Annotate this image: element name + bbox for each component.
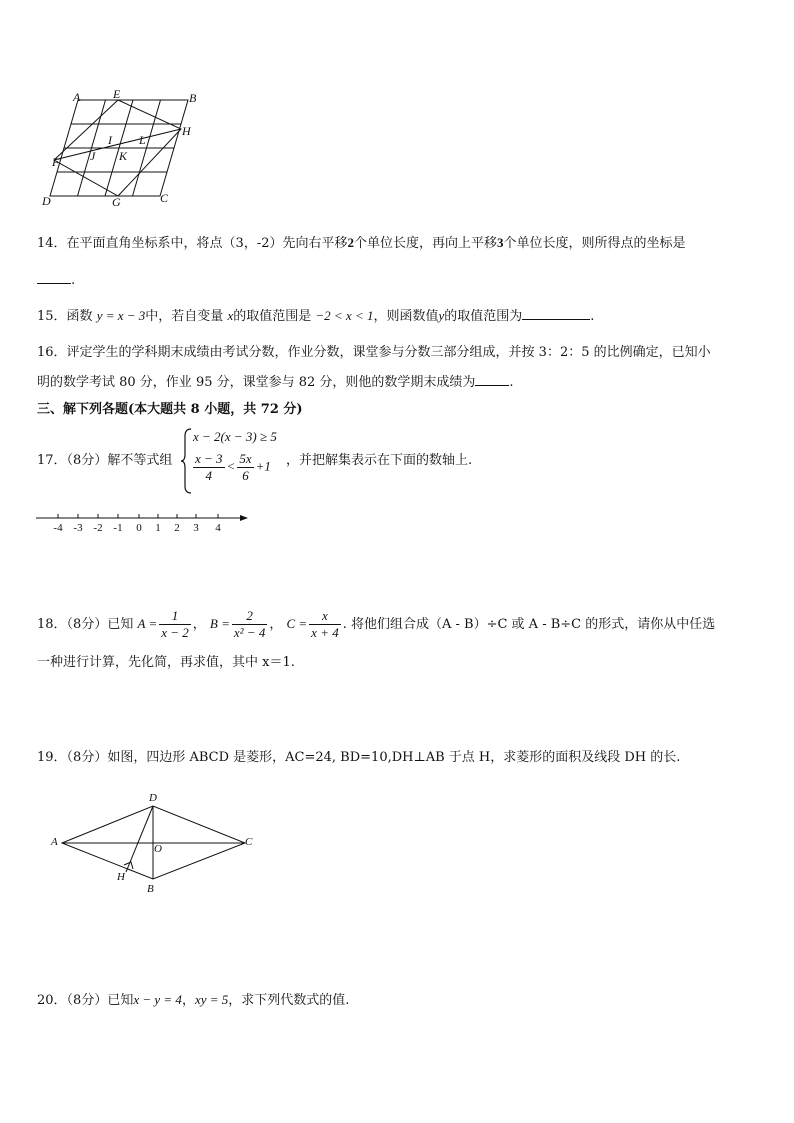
- tick-label: -3: [73, 522, 83, 534]
- section-heading: 三、解下列各题(本大题共 8 小题，共 72 分): [37, 402, 303, 417]
- function-expression: y = x − 3: [96, 308, 146, 323]
- answer-blank[interactable]: [475, 373, 509, 386]
- label-h: H: [117, 871, 125, 883]
- label-e: E: [113, 87, 121, 101]
- label-k: K: [119, 149, 128, 163]
- label-b: B: [189, 91, 197, 105]
- inequality-2: $\frac{x - 3}{4}$ < $\frac{5x}{6}$ +1: [195, 451, 271, 483]
- tick-label: -4: [53, 522, 63, 534]
- question-16-line1: 16．评定学生的学科期末成绩由考试分数，作业分数，课堂参与分数三部分组成，并按 3：2：5 的比例确定，已知小: [37, 345, 711, 360]
- label-c: C: [160, 191, 169, 205]
- tick-label: 3: [193, 522, 199, 534]
- label-d: D: [42, 194, 51, 208]
- inequality-1: x − 2(x − 3) ≥ 5: [193, 429, 277, 444]
- label-i: I: [108, 133, 112, 147]
- question-18-line2: 一种进行计算，先化简，再求值，其中 x＝1.: [37, 655, 295, 670]
- label-c: C: [245, 836, 253, 848]
- question-14-answer-line: .: [37, 271, 75, 290]
- question-17: 17．（8分）解不等式组: [37, 453, 173, 468]
- answer-blank[interactable]: [37, 271, 71, 284]
- tick-label: 1: [155, 522, 161, 534]
- answer-blank[interactable]: [522, 307, 590, 320]
- question-20: 20．（8分）已知x − y = 4，xy = 5，求下列代数式的值.: [37, 992, 350, 1008]
- label-g: G: [112, 195, 121, 209]
- tick-label: -1: [113, 522, 123, 534]
- label-b: B: [147, 883, 154, 895]
- domain-range: −2 < x < 1: [315, 308, 374, 323]
- label-j: J: [90, 149, 96, 163]
- number-line: [34, 508, 254, 538]
- tick-label: 2: [174, 522, 180, 534]
- tick-label: 0: [136, 522, 142, 534]
- question-15: 15．函数 y = x − 3中，若自变量 x的取值范围是 −2 < x < 1，则函数值y的取值范围为 .: [37, 308, 595, 324]
- label-a: A: [73, 90, 81, 104]
- label-l: L: [139, 133, 146, 147]
- tick-label: -2: [93, 522, 103, 534]
- label-f: F: [52, 155, 60, 169]
- question-18: 18．（8分）已知 A = $\frac{1}{x - 2}$ ， B = $\frac{2}{\text{x² − 4}}$ ， C = $\frac{x}{x + 4}$ . 将他们组合成（A - B）÷C 或 A - B÷C 的形式，请你从中任选: [37, 608, 716, 640]
- question-14: 14．在平面直角坐标系中，将点（3，-2）先向右平移2个单位长度，再向上平移3个单位长度，则所得点的坐标是: [37, 235, 686, 251]
- label-h: H: [182, 124, 191, 138]
- label-a: A: [51, 836, 58, 848]
- question-16-line2: 明的数学考试 80 分，作业 95 分，课堂参与 82 分，则他的数学期末成绩为 .: [37, 375, 514, 390]
- label-o: O: [154, 843, 162, 855]
- tick-label: 4: [215, 522, 221, 534]
- question-17-tail: ，并把解集表示在下面的数轴上.: [286, 453, 473, 468]
- label-d: D: [149, 792, 157, 804]
- question-19: 19．（8分）如图，四边形 ABCD 是菱形，AC=24, BD=10,DH⊥AB 于点 H，求菱形的面积及线段 DH 的长.: [37, 750, 681, 765]
